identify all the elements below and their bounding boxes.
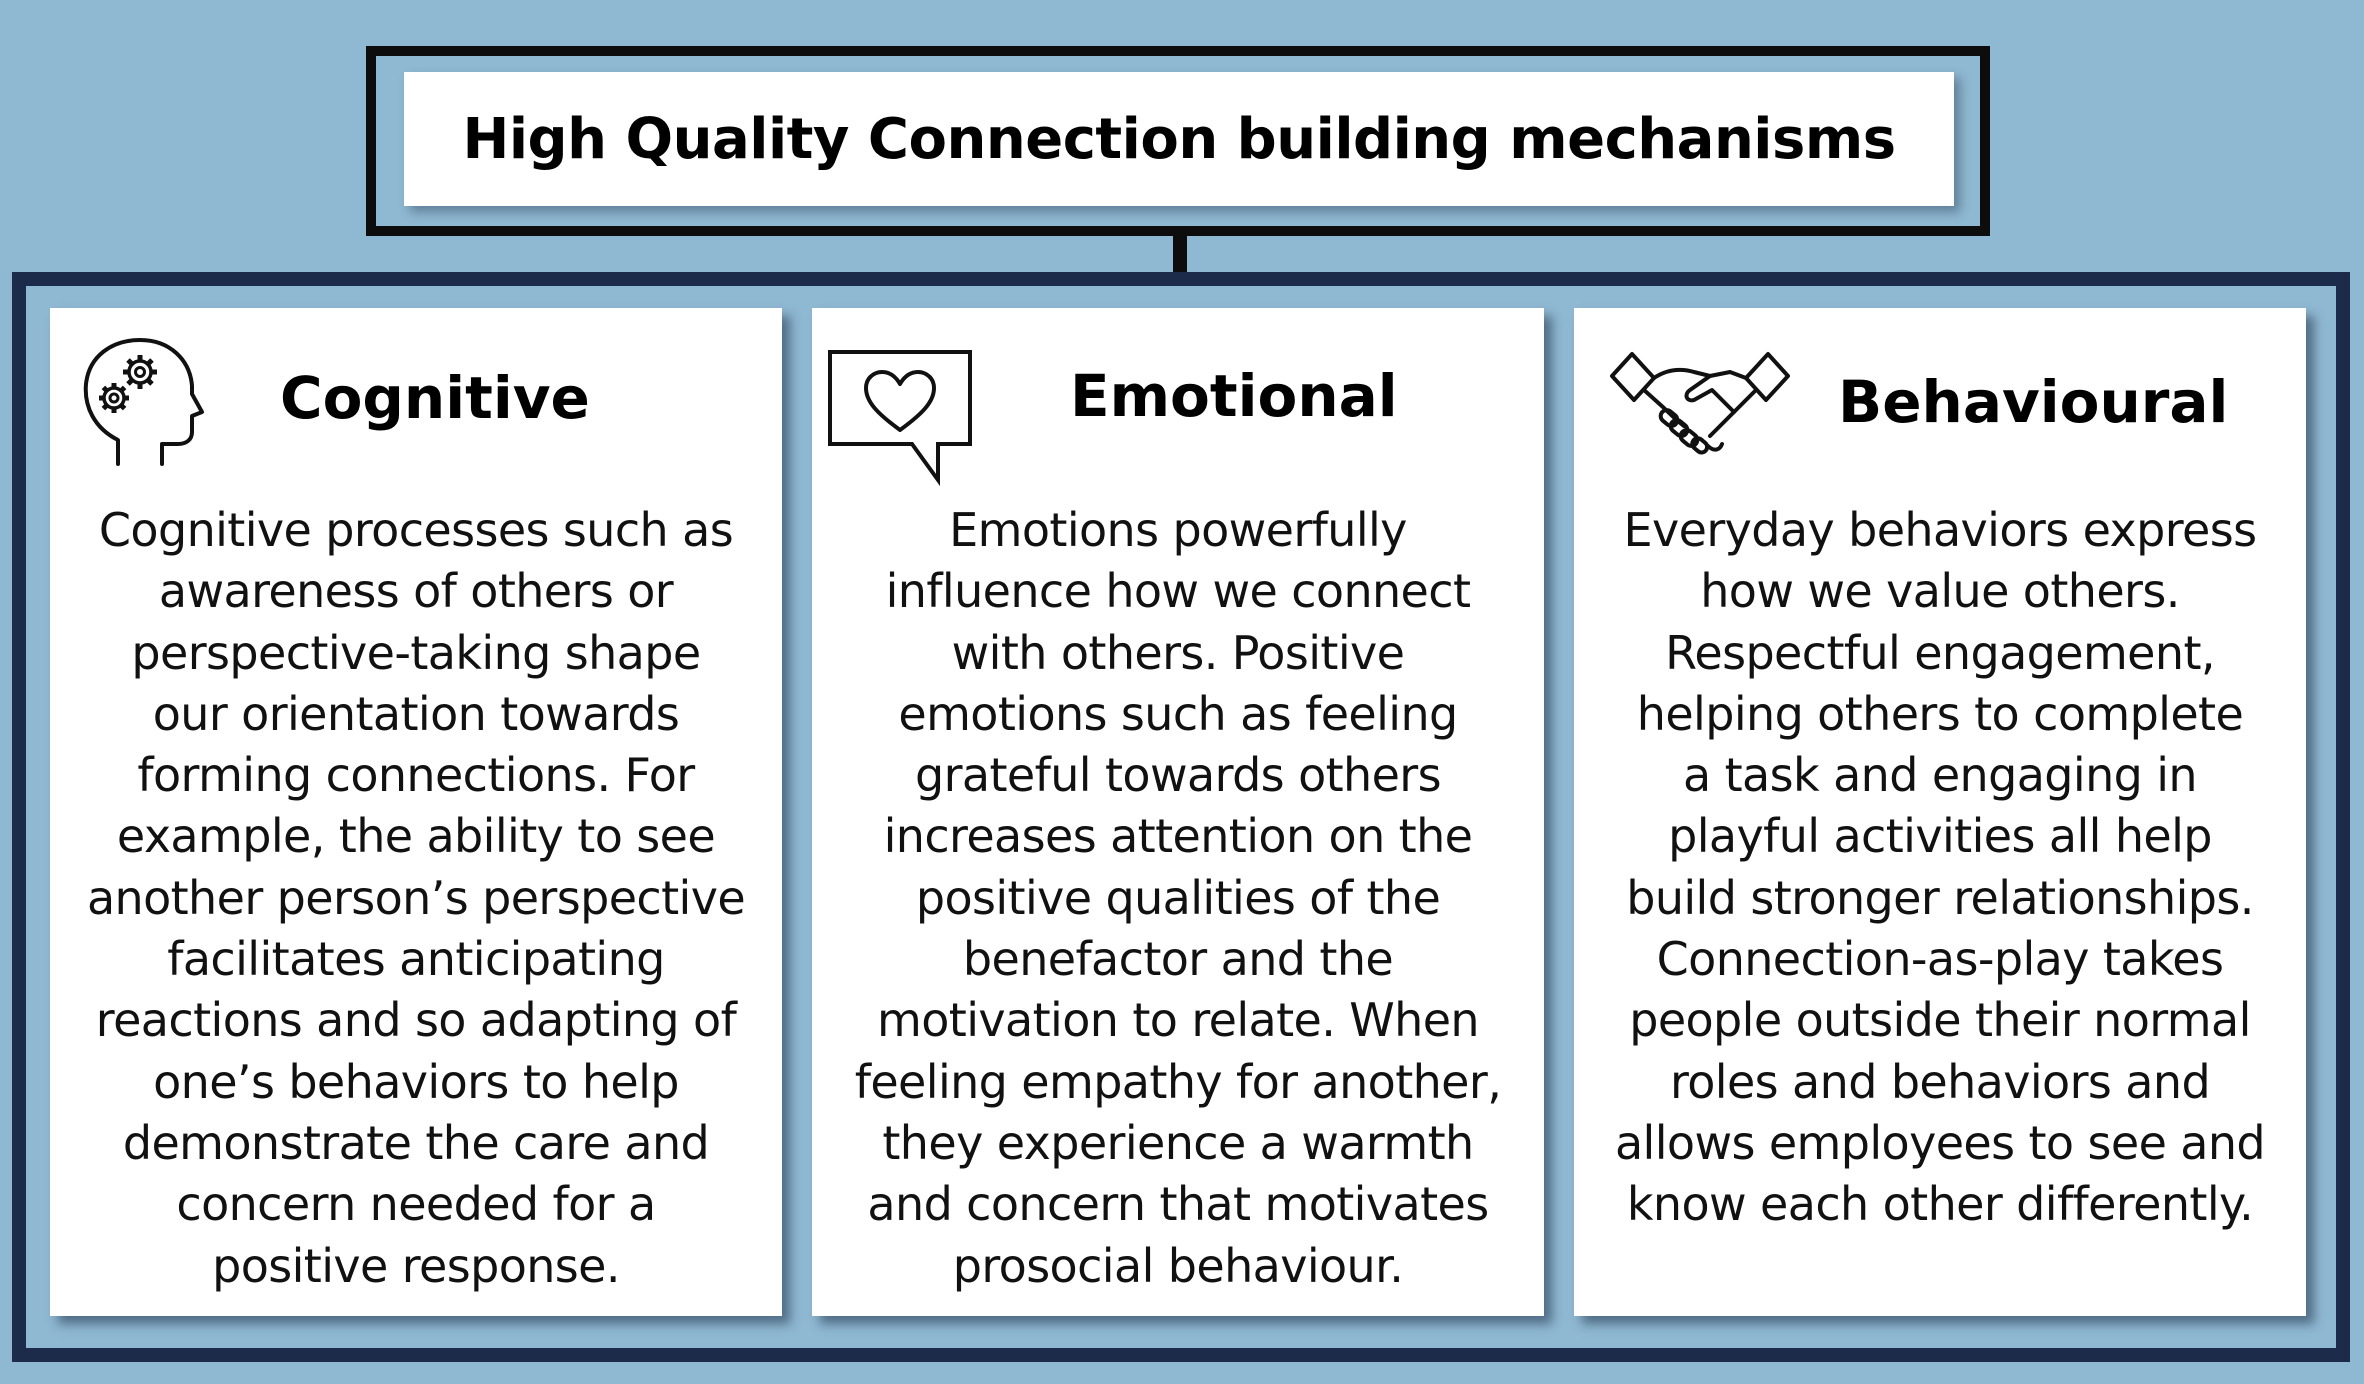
description-line: reactions and so adapting of xyxy=(95,993,737,1048)
description-line: another person’s perspective xyxy=(86,870,746,925)
description-line: motivation to relate. When xyxy=(877,993,1479,1048)
description-line: example, the ability to see xyxy=(116,809,716,864)
description-line: concern needed for a xyxy=(176,1177,656,1232)
description-line: Connection-as-play takes xyxy=(1656,932,2224,987)
description-line: Emotions powerfully xyxy=(949,503,1407,557)
description-line: they experience a warmth xyxy=(882,1115,1474,1170)
description-line: playful activities all help xyxy=(1668,809,2212,864)
description-line: how we value others. xyxy=(1700,564,2180,619)
description-line: facilitates anticipating xyxy=(167,932,665,987)
description-line: helping others to complete xyxy=(1636,686,2244,741)
diagram-title: High Quality Connection building mechanisms xyxy=(462,106,1896,172)
title-box xyxy=(404,72,1954,206)
description-line: prosocial behaviour. xyxy=(952,1238,1404,1293)
description-line: demonstrate the care and xyxy=(122,1115,710,1170)
card-emotional xyxy=(812,308,1544,1316)
description-line: positive response. xyxy=(212,1238,620,1293)
card-behavioural xyxy=(1574,308,2306,1316)
description-line: our orientation towards xyxy=(152,686,680,741)
card-description-emotional xyxy=(824,500,1532,1297)
card-heading-emotional: Emotional xyxy=(1070,362,1398,430)
description-line: influence how we connect xyxy=(885,564,1471,619)
card-description-behavioural xyxy=(1586,500,2294,1236)
description-line: perspective-taking shape xyxy=(131,625,701,680)
description-line: Everyday behaviors express xyxy=(1623,503,2257,557)
description-line: one’s behaviors to help xyxy=(153,1054,679,1109)
description-line: emotions such as feeling xyxy=(898,686,1458,741)
description-line: positive qualities of the xyxy=(915,870,1441,925)
description-line: know each other differently. xyxy=(1626,1177,2254,1232)
description-line: and concern that motivates xyxy=(867,1177,1489,1232)
description-line: allows employees to see and xyxy=(1614,1115,2266,1170)
card-description-cognitive xyxy=(62,500,770,1297)
card-heading-cognitive: Cognitive xyxy=(280,364,590,432)
description-line: roles and behaviors and xyxy=(1669,1054,2211,1109)
description-line: benefactor and the xyxy=(962,932,1394,987)
card-heading-behavioural: Behavioural xyxy=(1838,368,2229,436)
description-line: awareness of others or xyxy=(158,564,674,619)
heart-speech-bubble-icon xyxy=(826,348,976,488)
description-line: a task and engaging in xyxy=(1683,748,2197,803)
description-line: grateful towards others xyxy=(915,748,1441,803)
description-line: feeling empathy for another, xyxy=(854,1054,1502,1109)
description-line: people outside their normal xyxy=(1629,993,2251,1048)
description-line: build stronger relationships. xyxy=(1626,870,2254,925)
description-line: forming connections. For xyxy=(137,748,695,803)
description-line: Cognitive processes such as xyxy=(98,503,734,557)
description-line: increases attention on the xyxy=(883,809,1473,864)
head-gears-icon xyxy=(80,336,206,466)
description-line: Respectful engagement, xyxy=(1665,625,2215,680)
card-cognitive xyxy=(50,308,782,1316)
description-line: with others. Positive xyxy=(951,625,1405,680)
handshake-icon xyxy=(1610,350,1790,462)
